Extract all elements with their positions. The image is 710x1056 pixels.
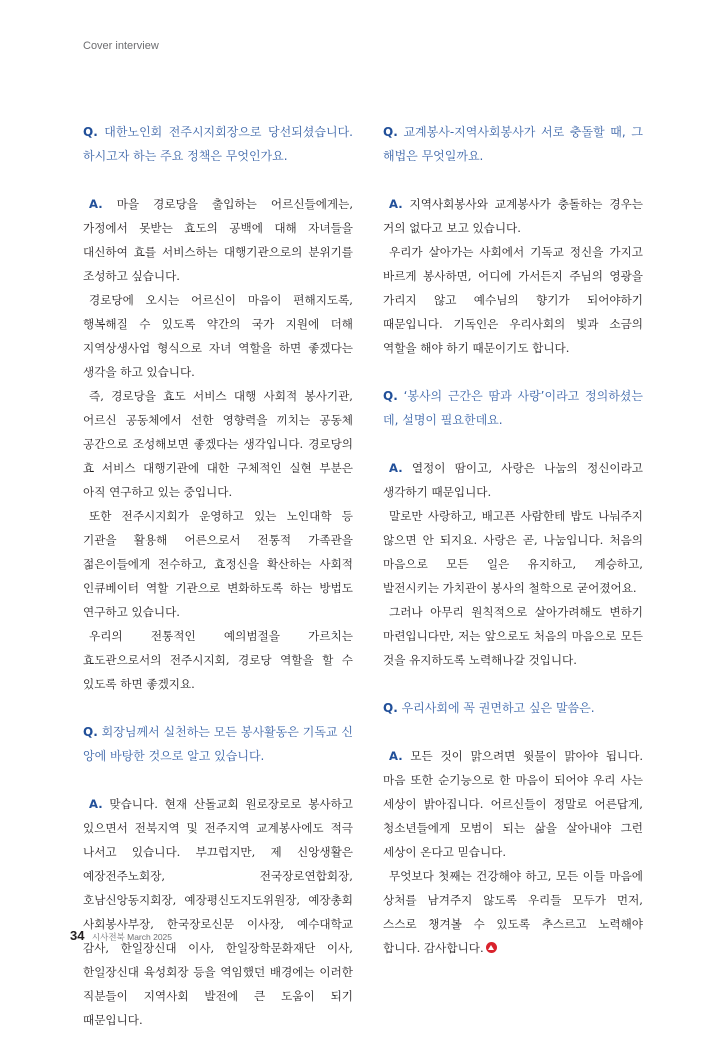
question-marker: Q. (383, 701, 398, 715)
left-column (83, 120, 353, 1056)
question-3 (383, 120, 643, 168)
answer-1 (83, 192, 353, 696)
answer-paragraph: A. 열정이 땀이고, 사랑은 나눔의 정신이라고 생각하기 때문입니다. (383, 461, 643, 499)
qa-block-1 (83, 120, 353, 696)
answer-marker: A. (389, 461, 403, 475)
answer-marker: A. (389, 197, 403, 211)
question-marker: Q. (383, 125, 398, 139)
answer-paragraph: 말로만 사랑하고, 배고픈 사람한테 밥도 나눠주지 않으면 안 되지요. 사랑은 곧, 나눔입니다. 처음의 마음으로 모든 일은 유지하고, 계승하고, 발전시키는 가치관이 봉사의 철학으로 굳어졌어요. (383, 509, 643, 595)
question-5 (383, 696, 643, 720)
right-column (383, 120, 643, 984)
answer-paragraph: 우리의 전통적인 예의범절을 가르치는 효도관으로서의 전주시지회, 경로당 역할을 할 수 있도록 하면 좋겠지요. (83, 629, 353, 691)
question-marker: Q. (383, 389, 398, 403)
qa-block-5 (383, 696, 643, 960)
question-text: 교계봉사-지역사회봉사가 서로 충돌할 때, 그 해법은 무엇일까요. (383, 125, 643, 163)
answer-4 (383, 456, 643, 672)
answer-paragraph: A. 마을 경로당을 출입하는 어르신들에게는, 가정에서 못받는 효도의 공백에 대해 자녀들을 대신하여 효를 서비스하는 대행기관으로의 분위기를 조성하고 싶습니다. (83, 197, 354, 283)
answer-marker: A. (89, 797, 103, 811)
answer-paragraph: 즉, 경로당을 효도 서비스 대행 사회적 봉사기관, 어르신 공동체에서 선한 영향력을 끼치는 공동체 공간으로 조성해보면 좋겠다는 생각입니다. 경로당의 효 서비스 대행기관에 대한 구체적인 실현 부분은 아직 연구하고 있는 중입니다. (83, 389, 353, 499)
page-number: 34 (70, 928, 85, 943)
question-marker: Q. (83, 125, 98, 139)
qa-block-2 (83, 720, 353, 1032)
answer-paragraph: A. 모든 것이 맑으려면 윗물이 맑아야 됩니다. 마음 또한 순기능으로 한 마음이 되어야 우리 사는 세상이 밝아집니다. 어르신들이 정말로 어른답게, 청소년들에게 모범이 되는 삶을 살아내야 그런 세상이 온다고 믿습니다. (383, 749, 644, 859)
answer-paragraph: 무엇보다 첫째는 건강해야 하고, 모든 이들 마음에 상처를 남겨주지 않도록 우리들 모두가 먼저, 스스로 챙겨볼 수 있도록 추스르고 노력해야 합니다. 감사합니다. (383, 869, 643, 955)
qa-block-3 (383, 120, 643, 360)
question-text: 우리사회에 꼭 권면하고 싶은 말씀은. (401, 701, 595, 715)
question-text: 대한노인회 전주시지회장으로 당선되셨습니다. 하시고자 하는 주요 정책은 무엇인가요. (83, 125, 353, 163)
answer-paragraph: 그러나 아무리 원칙적으로 살아가려해도 변하기 마련입니다만, 저는 앞으로도 처음의 마음으로 모든 것을 유지하도록 노력해나갈 것입니다. (383, 605, 643, 667)
question-2 (83, 720, 353, 768)
answer-paragraph: 또한 전주시지회가 운영하고 있는 노인대학 등 기관을 활용해 어른으로서 전통적 가족관을 젊은이들에게 전수하고, 효정신을 확산하는 사회적 인큐베이터 역할 기관으로 변화하도록 하는 방법도 연구하고 있습니다. (83, 509, 353, 619)
qa-block-4 (383, 384, 643, 672)
answer-paragraph: 우리가 살아가는 사회에서 기독교 정신을 가지고 바르게 봉사하면, 어디에 가서든지 주님의 영광을 가리지 않고 예수님의 향기가 되어야하기 때문입니다. 기독인은 우리사회의 빛과 소금의 역할을 해야 하기 때문이기도 합니다. (383, 245, 643, 355)
magazine-name: 시사전북 March 2025 (91, 932, 173, 942)
answer-3 (383, 192, 643, 360)
answer-2 (83, 792, 353, 1032)
page-footer (70, 927, 172, 945)
question-text: ‘봉사의 근간은 땀과 사랑’이라고 정의하셨는데, 설명이 필요한데요. (383, 389, 643, 427)
question-1 (83, 120, 353, 168)
answer-marker: A. (389, 749, 403, 763)
answer-paragraph: A. 맞습니다. 현재 산돌교회 원로장로로 봉사하고 있으면서 전북지역 및 전주지역 교계봉사에도 적극 나서고 있습니다. 부끄럽지만, 제 신앙생활은 예장전주노회장, 전국장로연합회장, 호남신앙동지회장, 예장평신도지도위원장, 예장총회 사회봉사부장, 한국장로신문 이사장, 예수대학교 감사, 한일장신대 이사, 한일장학문화재단 이사, 한일장신대 육성회장 등을 역임했던 배경에는 이러한 직분들이 지역사회 발전에 큰 도움이 되기 때문입니다. (83, 797, 353, 1027)
answer-paragraph: 경로당에 오시는 어르신이 마음이 편해지도록, 행복해질 수 있도록 약간의 국가 지원에 더해 지역상생사업 형식으로 자녀 역할을 하면 좋겠다는 생각을 하고 있습니다. (83, 293, 353, 379)
answer-paragraph: A. 지역사회봉사와 교계봉사가 충돌하는 경우는 거의 없다고 보고 있습니다. (383, 197, 643, 235)
question-marker: Q. (83, 725, 98, 739)
question-4 (383, 384, 643, 432)
red-triangle-circle-icon (486, 942, 497, 953)
section-label: Cover interview (83, 40, 159, 52)
answer-marker: A. (89, 197, 103, 211)
answer-5 (383, 744, 643, 960)
question-text: 회장님께서 실천하는 모든 봉사활동은 기독교 신앙에 바탕한 것으로 알고 있습니다. (83, 725, 353, 763)
